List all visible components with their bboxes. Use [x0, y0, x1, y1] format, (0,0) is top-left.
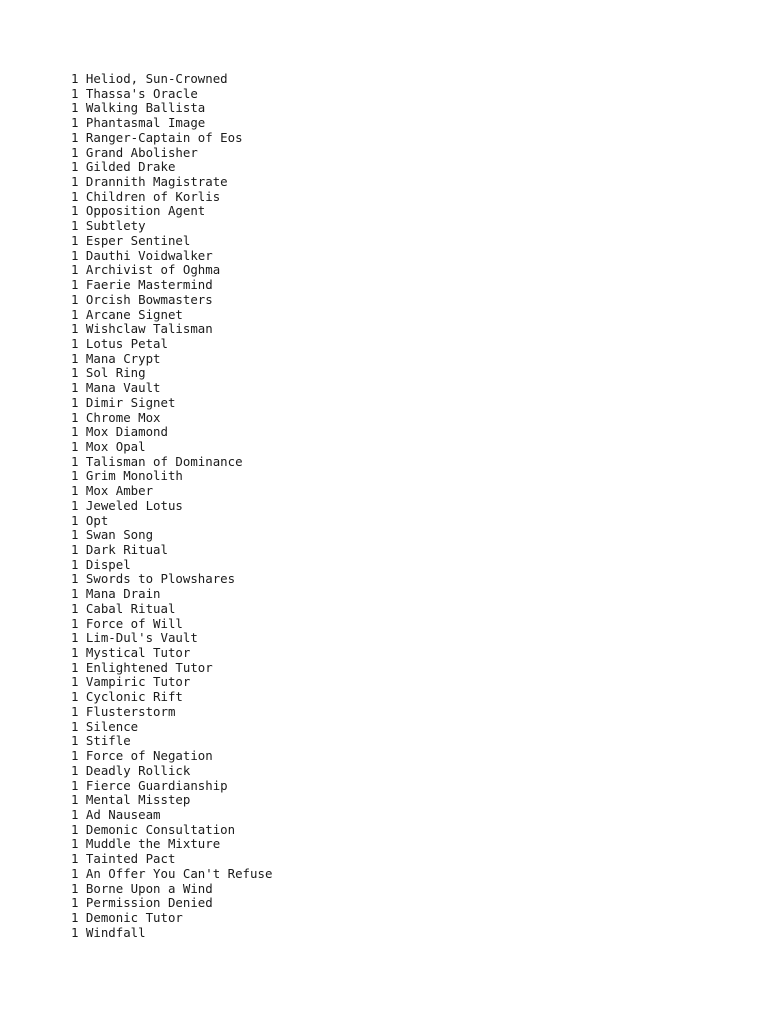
- card-quantity: 1: [71, 335, 79, 351]
- separator: [78, 528, 85, 543]
- card-name: Force of Negation: [85, 748, 213, 764]
- list-item: [71, 587, 751, 602]
- card-name: Archivist of Oghma: [85, 262, 221, 278]
- list-item: [71, 882, 751, 897]
- card-quantity: 1: [71, 71, 79, 86]
- list-item: [71, 175, 751, 190]
- separator: [78, 381, 85, 396]
- card-quantity: 1: [71, 232, 79, 248]
- card-name: Borne Upon a Wind: [85, 880, 213, 896]
- list-item: [71, 675, 751, 690]
- list-item: [71, 234, 751, 249]
- card-name: Opt: [85, 512, 109, 528]
- list-item: [71, 484, 751, 499]
- card-quantity: 1: [71, 497, 79, 513]
- card-name: Swan Song: [85, 527, 154, 543]
- card-quantity: 1: [71, 674, 79, 690]
- separator: [78, 705, 85, 720]
- list-item: [71, 617, 751, 632]
- list-item: [71, 146, 751, 161]
- separator: [78, 911, 85, 926]
- list-item: [71, 514, 751, 529]
- separator: [78, 278, 85, 293]
- separator: [78, 352, 85, 367]
- separator: [78, 263, 85, 278]
- separator: [78, 867, 85, 882]
- separator: [78, 631, 85, 646]
- card-quantity: 1: [71, 144, 79, 160]
- list-item: [71, 867, 751, 882]
- card-name: Walking Ballista: [85, 100, 206, 116]
- list-item: [71, 308, 751, 323]
- separator: [78, 617, 85, 632]
- card-name: Silence: [85, 718, 139, 734]
- separator: [78, 411, 85, 426]
- list-item: [71, 690, 751, 705]
- separator: [78, 146, 85, 161]
- card-name: Wishclaw Talisman: [85, 321, 213, 337]
- card-quantity: 1: [71, 777, 79, 793]
- card-quantity: 1: [71, 129, 79, 145]
- list-item: [71, 705, 751, 720]
- separator: [78, 293, 85, 308]
- card-name: Windfall: [85, 924, 146, 940]
- list-item: [71, 72, 751, 87]
- card-name: Heliod, Sun-Crowned: [85, 71, 228, 86]
- separator: [78, 852, 85, 867]
- card-name: Gilded Drake: [85, 159, 176, 175]
- list-item: [71, 631, 751, 646]
- card-quantity: 1: [71, 438, 79, 454]
- list-item: [71, 204, 751, 219]
- card-name: Mox Diamond: [85, 424, 168, 440]
- separator: [78, 734, 85, 749]
- list-item: [71, 852, 751, 867]
- separator: [78, 720, 85, 735]
- card-name: Opposition Agent: [85, 203, 206, 219]
- card-name: Subtlety: [85, 218, 146, 234]
- card-name: Ad Nauseam: [85, 806, 161, 822]
- card-name: Swords to Plowshares: [85, 571, 236, 587]
- list-item: [71, 293, 751, 308]
- card-quantity: 1: [71, 321, 79, 337]
- separator: [78, 661, 85, 676]
- separator: [78, 72, 85, 87]
- card-name: Esper Sentinel: [85, 232, 191, 248]
- separator: [78, 837, 85, 852]
- card-name: Tainted Pact: [85, 851, 176, 867]
- separator: [78, 484, 85, 499]
- card-name: Arcane Signet: [85, 306, 183, 322]
- card-name: Mystical Tutor: [85, 645, 191, 661]
- document-page: [71, 72, 751, 940]
- list-item: [71, 352, 751, 367]
- card-quantity: 1: [71, 188, 79, 204]
- card-name: Mox Opal: [85, 438, 146, 454]
- list-item: [71, 455, 751, 470]
- card-name: Grim Monolith: [85, 468, 183, 484]
- card-quantity: 1: [71, 218, 79, 234]
- list-item: [71, 249, 751, 264]
- separator: [78, 823, 85, 838]
- list-item: [71, 661, 751, 676]
- list-item: [71, 558, 751, 573]
- card-name: Force of Will: [85, 615, 183, 631]
- card-name: Faerie Mastermind: [85, 277, 213, 293]
- separator: [78, 425, 85, 440]
- card-quantity: 1: [71, 453, 79, 469]
- separator: [78, 543, 85, 558]
- list-item: [71, 219, 751, 234]
- card-quantity: 1: [71, 748, 79, 764]
- card-quantity: 1: [71, 909, 79, 925]
- separator: [78, 764, 85, 779]
- card-name: Stifle: [85, 733, 131, 749]
- card-name: Cyclonic Rift: [85, 689, 183, 705]
- card-quantity: 1: [71, 851, 79, 867]
- list-item: [71, 572, 751, 587]
- card-name: Mana Drain: [85, 586, 161, 602]
- card-name: Drannith Magistrate: [85, 174, 228, 190]
- card-name: Demonic Tutor: [85, 909, 183, 925]
- card-name: Cabal Ritual: [85, 600, 176, 616]
- card-name: Mana Crypt: [85, 350, 161, 366]
- separator: [78, 675, 85, 690]
- card-name: Grand Abolisher: [85, 144, 198, 160]
- list-item: [71, 793, 751, 808]
- card-name: Deadly Rollick: [85, 762, 191, 778]
- list-item: [71, 440, 751, 455]
- card-name: Talisman of Dominance: [85, 453, 243, 469]
- card-name: Permission Denied: [85, 895, 213, 911]
- list-item: [71, 87, 751, 102]
- card-quantity: 1: [71, 394, 79, 410]
- card-quantity: 1: [71, 586, 79, 602]
- separator: [78, 690, 85, 705]
- list-item: [71, 381, 751, 396]
- card-name: An Offer You Can't Refuse: [85, 865, 273, 881]
- separator: [78, 469, 85, 484]
- list-item: [71, 499, 751, 514]
- list-item: [71, 160, 751, 175]
- list-item: [71, 366, 751, 381]
- separator: [78, 116, 85, 131]
- card-name: Dark Ritual: [85, 542, 168, 557]
- separator: [78, 131, 85, 146]
- separator: [78, 602, 85, 617]
- separator: [78, 87, 85, 102]
- card-quantity: 1: [71, 718, 79, 734]
- list-item: [71, 602, 751, 617]
- card-quantity: 1: [71, 159, 79, 175]
- card-quantity: 1: [71, 880, 79, 896]
- list-item: [71, 190, 751, 205]
- card-quantity: 1: [71, 865, 79, 881]
- separator: [78, 337, 85, 352]
- card-quantity: 1: [71, 630, 79, 646]
- card-quantity: 1: [71, 821, 79, 837]
- list-item: [71, 322, 751, 337]
- card-name: Demonic Consultation: [85, 821, 236, 837]
- separator: [78, 190, 85, 205]
- separator: [78, 101, 85, 116]
- card-quantity: 1: [71, 174, 79, 190]
- list-item: [71, 411, 751, 426]
- card-quantity: 1: [71, 291, 79, 307]
- separator: [78, 219, 85, 234]
- separator: [78, 779, 85, 794]
- separator: [78, 308, 85, 323]
- separator: [78, 558, 85, 573]
- separator: [78, 808, 85, 823]
- card-name: Lim-Dul's Vault: [85, 630, 198, 646]
- separator: [78, 160, 85, 175]
- card-quantity: 1: [71, 615, 79, 631]
- list-item: [71, 263, 751, 278]
- card-name: Flusterstorm: [85, 703, 176, 719]
- card-name: Lotus Petal: [85, 335, 168, 351]
- list-item: [71, 116, 751, 131]
- card-quantity: 1: [71, 365, 79, 381]
- card-quantity: 1: [71, 115, 79, 131]
- list-item: [71, 337, 751, 352]
- separator: [78, 572, 85, 587]
- card-quantity: 1: [71, 262, 79, 278]
- card-quantity: 1: [71, 556, 79, 572]
- list-item: [71, 528, 751, 543]
- list-item: [71, 808, 751, 823]
- card-name: Jeweled Lotus: [85, 497, 183, 513]
- separator: [78, 175, 85, 190]
- separator: [78, 440, 85, 455]
- card-name: Muddle the Mixture: [85, 836, 221, 852]
- card-quantity: 1: [71, 689, 79, 705]
- separator: [78, 204, 85, 219]
- card-name: Thassa's Oracle: [85, 85, 198, 101]
- list-item: [71, 764, 751, 779]
- separator: [78, 234, 85, 249]
- separator: [78, 322, 85, 337]
- card-quantity: 1: [71, 924, 79, 940]
- list-item: [71, 425, 751, 440]
- card-quantity: 1: [71, 600, 79, 616]
- card-name: Mental Misstep: [85, 792, 191, 808]
- separator: [78, 896, 85, 911]
- separator: [78, 499, 85, 514]
- list-item: [71, 911, 751, 926]
- card-quantity: 1: [71, 483, 79, 499]
- card-quantity: 1: [71, 277, 79, 293]
- card-quantity: 1: [71, 836, 79, 852]
- card-quantity: 1: [71, 792, 79, 808]
- list-item: [71, 720, 751, 735]
- card-quantity: 1: [71, 350, 79, 366]
- card-quantity: 1: [71, 203, 79, 219]
- separator: [78, 455, 85, 470]
- separator: [78, 646, 85, 661]
- card-name: Dispel: [85, 556, 131, 572]
- card-quantity: 1: [71, 100, 79, 116]
- card-name: Orcish Bowmasters: [85, 291, 213, 307]
- separator: [78, 793, 85, 808]
- list-item: [71, 543, 751, 558]
- card-quantity: 1: [71, 468, 79, 484]
- list-item: [71, 131, 751, 146]
- card-quantity: 1: [71, 380, 79, 396]
- separator: [78, 882, 85, 897]
- card-quantity: 1: [71, 733, 79, 749]
- deck-list: [71, 72, 751, 940]
- list-item: [71, 779, 751, 794]
- card-name: Vampiric Tutor: [85, 674, 191, 690]
- card-quantity: 1: [71, 512, 79, 528]
- list-item: [71, 837, 751, 852]
- list-item: [71, 396, 751, 411]
- card-quantity: 1: [71, 85, 79, 101]
- list-item: [71, 734, 751, 749]
- separator: [78, 249, 85, 264]
- separator: [78, 366, 85, 381]
- list-item: [71, 896, 751, 911]
- card-name: Mox Amber: [85, 483, 154, 499]
- card-quantity: 1: [71, 409, 79, 425]
- card-quantity: 1: [71, 527, 79, 543]
- separator: [78, 514, 85, 529]
- card-name: Fierce Guardianship: [85, 777, 228, 793]
- card-quantity: 1: [71, 306, 79, 322]
- card-name: Sol Ring: [85, 365, 146, 381]
- card-quantity: 1: [71, 542, 79, 557]
- card-name: Chrome Mox: [85, 409, 161, 425]
- card-quantity: 1: [71, 424, 79, 440]
- card-quantity: 1: [71, 762, 79, 778]
- card-quantity: 1: [71, 645, 79, 661]
- card-name: Children of Korlis: [85, 188, 221, 204]
- card-name: Dauthi Voidwalker: [85, 247, 213, 263]
- card-name: Dimir Signet: [85, 394, 176, 410]
- card-quantity: 1: [71, 247, 79, 263]
- list-item: [71, 101, 751, 116]
- list-item: [71, 469, 751, 484]
- card-name: Ranger-Captain of Eos: [85, 129, 243, 145]
- list-item: [71, 749, 751, 764]
- list-item: [71, 823, 751, 838]
- list-item: [71, 646, 751, 661]
- card-quantity: 1: [71, 571, 79, 587]
- card-name: Mana Vault: [85, 380, 161, 396]
- card-name: Phantasmal Image: [85, 115, 206, 131]
- separator: [78, 396, 85, 411]
- card-name: Enlightened Tutor: [85, 659, 213, 675]
- separator: [78, 926, 85, 941]
- list-item: [71, 278, 751, 293]
- separator: [78, 749, 85, 764]
- separator: [78, 587, 85, 602]
- card-quantity: 1: [71, 806, 79, 822]
- card-quantity: 1: [71, 659, 79, 675]
- card-quantity: 1: [71, 895, 79, 911]
- list-item: [71, 926, 751, 941]
- card-quantity: 1: [71, 703, 79, 719]
